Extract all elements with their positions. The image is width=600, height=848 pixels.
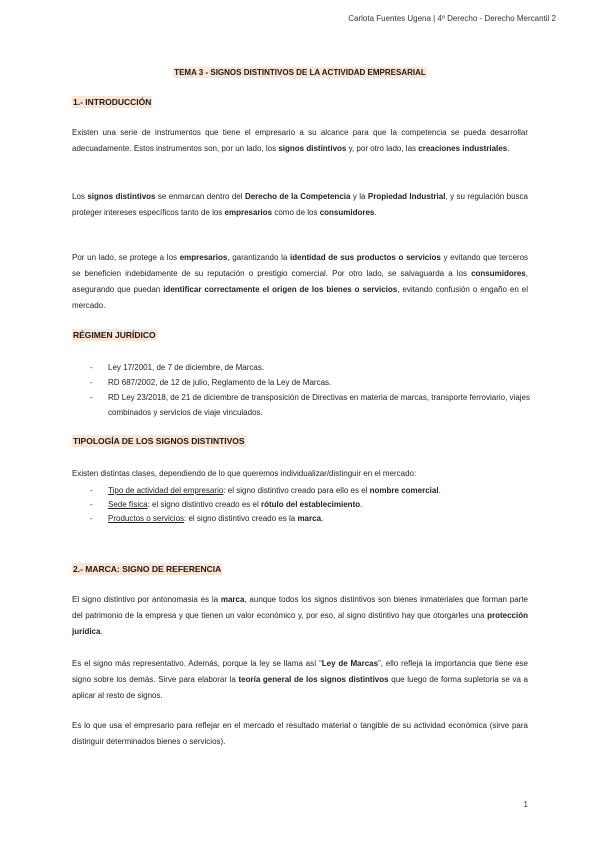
text-run: : el signo distintivo creado es el (147, 500, 261, 509)
bold-term: Propiedad Industrial (367, 192, 446, 201)
bold-term: identificar correctamente el origen de los bienes o servicios (163, 285, 398, 294)
list-item (90, 512, 530, 526)
bold-term: nombre comercial (369, 486, 439, 495)
bold-term: identidad de sus productos o servicios (290, 253, 441, 262)
text-run: y evitando que terceros se beneficien indebidamente de su reputación o prestigio comercial. Por otro lado, se salvaguarda a los (72, 253, 529, 278)
text-run: ”, ello refleja la importancia que tiene ese signo sobre los demás. Sirve para elaborar la (72, 659, 529, 684)
bold-term: signos distintivos (278, 144, 347, 153)
page-number: 1 (523, 800, 528, 809)
text-run: , evitando confusión o engaño en el mercado. (72, 285, 529, 310)
text-run: . (100, 627, 103, 636)
marca-paragraph-2 (72, 656, 528, 704)
list-item: - Ley 17/2001, de 7 de diciembre, de Marcas. (90, 360, 530, 375)
section-heading-regimen (72, 330, 157, 340)
tipologia-list (90, 484, 530, 526)
marca-paragraph-1 (72, 592, 528, 640)
text-run: . (321, 514, 324, 523)
text-run: Es el signo más representativo. Además, porque la ley se llama así “ (72, 659, 322, 668)
text-run: . (360, 500, 363, 509)
text-run: : el signo distintivo creado es la (184, 514, 298, 523)
underlined-term: Tipo de actividad del empresario (108, 486, 224, 495)
list-item (90, 498, 530, 512)
section-heading-introduccion (72, 97, 152, 107)
bold-term: protección jurídica (72, 611, 528, 636)
list-item: - RD Ley 23/2018, de 21 de diciembre de transposición de Directivas en materia de marcas, transporte ferroviario, viajes combinados y servicios de viaje vinculados. (90, 390, 530, 420)
bold-term: marca (297, 514, 322, 523)
intro-paragraph-3 (72, 250, 528, 314)
text-run: . (438, 486, 441, 495)
section-heading-text: TIPOLOGÍA DE LOS SIGNOS DISTINTIVOS (73, 436, 245, 446)
text-run: que luego de forma supletoria se va a aplicar al resto de signos. (72, 675, 528, 700)
text-run: y, por otro lado, las (346, 144, 419, 153)
intro-paragraph-2 (72, 189, 528, 221)
bold-term: consumidores (471, 269, 526, 278)
intro-paragraph-1 (72, 125, 528, 157)
text-run: , y su regulación busca proteger intereses específicos tanto de los (72, 192, 529, 217)
bold-term: rótulo del establecimiento (260, 500, 361, 509)
section-heading-marca (72, 564, 222, 574)
section-heading-tipologia (72, 436, 246, 446)
text-run: . (374, 208, 377, 217)
text-run: Los (72, 192, 88, 201)
bold-term: creaciones industriales (418, 144, 508, 153)
bold-term: Derecho de la Competencia (244, 192, 351, 201)
section-heading-text: RÉGIMEN JURÍDICO (73, 330, 156, 340)
text-run: . (507, 144, 510, 153)
document-title (0, 68, 600, 77)
list-item (90, 484, 530, 498)
section-heading-text: 1.- INTRODUCCIÓN (73, 97, 152, 107)
bold-term: teoría general de los signos distintivos (238, 675, 389, 684)
text-run: , aunque todos los signos distintivos son bienes inmateriales que forman parte del patrimonio de la empresa y que tienen un valor económico y, por eso, al signo distintivo hay que otorgarles una (72, 595, 529, 620)
document-title-text: TEMA 3 - SIGNOS DISTINTIVOS DE LA ACTIVIDAD EMPRESARIAL (174, 68, 426, 77)
text-run: : el signo distintivo creado para ello es el (223, 486, 370, 495)
bold-term: Ley de Marcas (321, 659, 379, 668)
text-run: , garantizando la (227, 253, 291, 262)
text-run: como de los (272, 208, 320, 217)
text-run: Por un lado, se protege a los (72, 253, 180, 262)
section-heading-text: 2.- MARCA: SIGNO DE REFERENCIA (73, 564, 222, 574)
text-run: Existen una serie de instrumentos que tiene el empresario a su alcance para que la competencia se pueda desarrollar adecuadamente. Estos instrumentos son, por un lado, los (72, 128, 528, 153)
bold-term: empresarios (224, 208, 273, 217)
tipologia-intro: Existen distintas clases, dependiendo de lo que queremos individualizar/distinguir en el mercado: (72, 469, 417, 478)
text-run: El signo distintivo por antonomasia es la (72, 595, 221, 604)
bold-term: marca (220, 595, 245, 604)
text-run: se enmarcan dentro del (155, 192, 245, 201)
bold-term: signos distintivos (87, 192, 156, 201)
bold-term: empresarios (179, 253, 228, 262)
regimen-list (90, 360, 530, 420)
text-run: y la (350, 192, 368, 201)
underlined-term: Productos o servicios (108, 514, 185, 523)
marca-paragraph-3: Es lo que usa el empresario para reflejar en el mercado el resultado material o tangible de su actividad económica (sirve para distinguir determinados bienes o servicios). (72, 721, 528, 746)
underlined-term: Sede física (108, 500, 148, 509)
bold-term: consumidores (319, 208, 375, 217)
list-item: - RD 687/2002, de 12 de julio, Reglamento de la Ley de Marcas. (90, 375, 530, 390)
page-header: Carlota Fuentes Ugena | 4º Derecho - Derecho Mercantil 2 (348, 14, 556, 23)
text-run: , asegurando que puedan (72, 269, 528, 294)
